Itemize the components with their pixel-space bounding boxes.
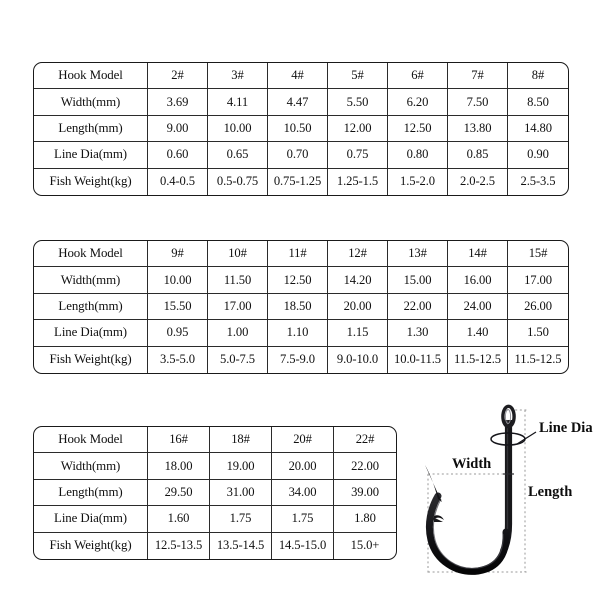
cell-fish-weight: 15.0+ xyxy=(350,538,380,553)
cell-fish-weight: 0.5-0.75 xyxy=(208,169,268,195)
table-row-model xyxy=(34,241,568,267)
table-row-fish-weight xyxy=(34,169,568,195)
cell-model: 3# xyxy=(208,63,268,89)
cell-line-dia: 0.60 xyxy=(148,142,208,168)
row-label-width: Width(mm) xyxy=(34,267,148,293)
row-label-fish-weight: Fish Weight(kg) xyxy=(34,169,148,195)
table-row-line-dia xyxy=(34,142,568,168)
cell-length: 31.00 xyxy=(210,480,272,506)
cell-line-dia: 1.75 xyxy=(272,506,334,532)
cell-width: 10.00 xyxy=(148,267,208,293)
row-label-length: Length(mm) xyxy=(34,480,148,506)
row-label-fish-weight: Fish Weight(kg) xyxy=(34,347,148,373)
table-row-length xyxy=(34,116,568,142)
cell-length: 26.00 xyxy=(508,294,568,320)
table-row-width xyxy=(34,453,396,479)
diagram-label-length: Length xyxy=(528,484,573,500)
cell-width: 18.00 xyxy=(148,453,210,479)
table-row-fish-weight xyxy=(34,347,568,373)
cell-line-dia: 0.80 xyxy=(388,142,448,168)
cell-model: 9# xyxy=(148,241,208,267)
cell-width: 22.00 xyxy=(334,453,396,479)
cell-width: 5.50 xyxy=(328,89,388,115)
cell-model: 5# xyxy=(328,63,388,89)
cell-fish-weight: 1.5-2.0 xyxy=(388,169,448,195)
cell-width: 15.00 xyxy=(388,267,448,293)
table-row-length xyxy=(34,480,396,506)
cell-fish-weight: 11.5-12.5 xyxy=(448,347,508,373)
cell-width: 14.20 xyxy=(328,267,388,293)
table-row-line-dia xyxy=(34,506,396,532)
cell-model: 22# xyxy=(334,427,396,453)
cell-model: 11# xyxy=(268,241,328,267)
cell-model: 7# xyxy=(448,63,508,89)
cell-model: 15# xyxy=(508,241,568,267)
cell-line-dia: 1.30 xyxy=(388,320,448,346)
cell-width: 12.50 xyxy=(268,267,328,293)
row-label-line-dia: Line Dia(mm) xyxy=(34,142,148,168)
cell-fish-weight: 2.0-2.5 xyxy=(448,169,508,195)
cell-fish-weight: 14.5-15.0 xyxy=(272,533,334,559)
cell-model: 13# xyxy=(388,241,448,267)
cell-fish-weight: 11.5-12.5 xyxy=(514,352,562,367)
cell-model: 10# xyxy=(208,241,268,267)
cell-model: 18# xyxy=(210,427,272,453)
cell-line-dia: 0.70 xyxy=(268,142,328,168)
cell-model: 6# xyxy=(388,63,448,89)
table-row-fish-weight xyxy=(34,533,396,559)
cell-fish-weight: 2.5-3.5 xyxy=(520,174,556,189)
diagram-label-line-dia: Line Dia xyxy=(539,420,593,436)
cell-width: 19.00 xyxy=(210,453,272,479)
table-row-width xyxy=(34,89,568,115)
cell-width: 8.50 xyxy=(508,89,568,115)
fishing-hook-diagram xyxy=(398,404,600,600)
row-label-line-dia: Line Dia(mm) xyxy=(34,506,148,532)
cell-fish-weight: 12.5-13.5 xyxy=(148,533,210,559)
cell-line-dia: 1.80 xyxy=(334,506,396,532)
cell-fish-weight: 9.0-10.0 xyxy=(328,347,388,373)
cell-width: 20.00 xyxy=(272,453,334,479)
cell-width: 7.50 xyxy=(448,89,508,115)
cell-line-dia: 1.50 xyxy=(508,320,568,346)
cell-line-dia: 1.10 xyxy=(268,320,328,346)
cell-length: 15.50 xyxy=(148,294,208,320)
hook-spec-table-2 xyxy=(33,240,569,374)
hook-spec-table-1 xyxy=(33,62,569,196)
cell-width: 4.11 xyxy=(208,89,268,115)
cell-model: 14# xyxy=(448,241,508,267)
cell-length: 22.00 xyxy=(388,294,448,320)
hook-spec-table-3 xyxy=(33,426,397,560)
cell-line-dia: 1.75 xyxy=(210,506,272,532)
cell-width: 16.00 xyxy=(448,267,508,293)
cell-length: 10.00 xyxy=(208,116,268,142)
cell-width: 3.69 xyxy=(148,89,208,115)
cell-length: 12.00 xyxy=(328,116,388,142)
table-row-line-dia xyxy=(34,320,568,346)
cell-width: 4.47 xyxy=(268,89,328,115)
cell-length: 14.80 xyxy=(508,116,568,142)
cell-line-dia: 0.85 xyxy=(448,142,508,168)
cell-line-dia: 1.00 xyxy=(208,320,268,346)
cell-length: 24.00 xyxy=(448,294,508,320)
cell-fish-weight: 13.5-14.5 xyxy=(210,533,272,559)
cell-length: 20.00 xyxy=(328,294,388,320)
cell-model: 20# xyxy=(272,427,334,453)
diagram-label-width: Width xyxy=(452,456,492,472)
cell-fish-weight: 1.25-1.5 xyxy=(328,169,388,195)
cell-length: 12.50 xyxy=(388,116,448,142)
cell-model: 12# xyxy=(328,241,388,267)
cell-line-dia: 0.65 xyxy=(208,142,268,168)
cell-model: 2# xyxy=(148,63,208,89)
row-label-length: Length(mm) xyxy=(34,116,148,142)
cell-length: 34.00 xyxy=(272,480,334,506)
row-label-width: Width(mm) xyxy=(34,453,148,479)
row-label-hook-model: Hook Model xyxy=(34,427,148,453)
cell-width: 17.00 xyxy=(508,267,568,293)
cell-length: 10.50 xyxy=(268,116,328,142)
cell-fish-weight: 7.5-9.0 xyxy=(268,347,328,373)
row-label-width: Width(mm) xyxy=(34,89,148,115)
cell-length: 17.00 xyxy=(208,294,268,320)
cell-line-dia: 1.40 xyxy=(448,320,508,346)
cell-fish-weight: 5.0-7.5 xyxy=(208,347,268,373)
cell-model: 16# xyxy=(148,427,210,453)
table-row-model xyxy=(34,63,568,89)
cell-length: 9.00 xyxy=(148,116,208,142)
table-row-model xyxy=(34,427,396,453)
cell-line-dia: 0.90 xyxy=(508,142,568,168)
cell-length: 29.50 xyxy=(148,480,210,506)
row-label-length: Length(mm) xyxy=(34,294,148,320)
measurement-guides xyxy=(428,410,528,574)
cell-width: 11.50 xyxy=(208,267,268,293)
cell-length: 18.50 xyxy=(268,294,328,320)
row-label-hook-model: Hook Model xyxy=(34,241,148,267)
cell-line-dia: 0.75 xyxy=(328,142,388,168)
cell-fish-weight: 0.4-0.5 xyxy=(148,169,208,195)
row-label-line-dia: Line Dia(mm) xyxy=(34,320,148,346)
cell-line-dia: 0.95 xyxy=(148,320,208,346)
cell-length: 39.00 xyxy=(334,480,396,506)
cell-model: 8# xyxy=(508,63,568,89)
line-dia-leader xyxy=(517,432,536,444)
cell-line-dia: 1.60 xyxy=(148,506,210,532)
cell-fish-weight: 3.5-5.0 xyxy=(148,347,208,373)
cell-model: 4# xyxy=(268,63,328,89)
row-label-fish-weight: Fish Weight(kg) xyxy=(34,533,148,559)
cell-width: 6.20 xyxy=(388,89,448,115)
table-row-width xyxy=(34,267,568,293)
table-row-length xyxy=(34,294,568,320)
cell-fish-weight: 0.75-1.25 xyxy=(268,169,328,195)
row-label-hook-model: Hook Model xyxy=(34,63,148,89)
cell-length: 13.80 xyxy=(448,116,508,142)
cell-fish-weight: 10.0-11.5 xyxy=(388,347,448,373)
cell-line-dia: 1.15 xyxy=(328,320,388,346)
